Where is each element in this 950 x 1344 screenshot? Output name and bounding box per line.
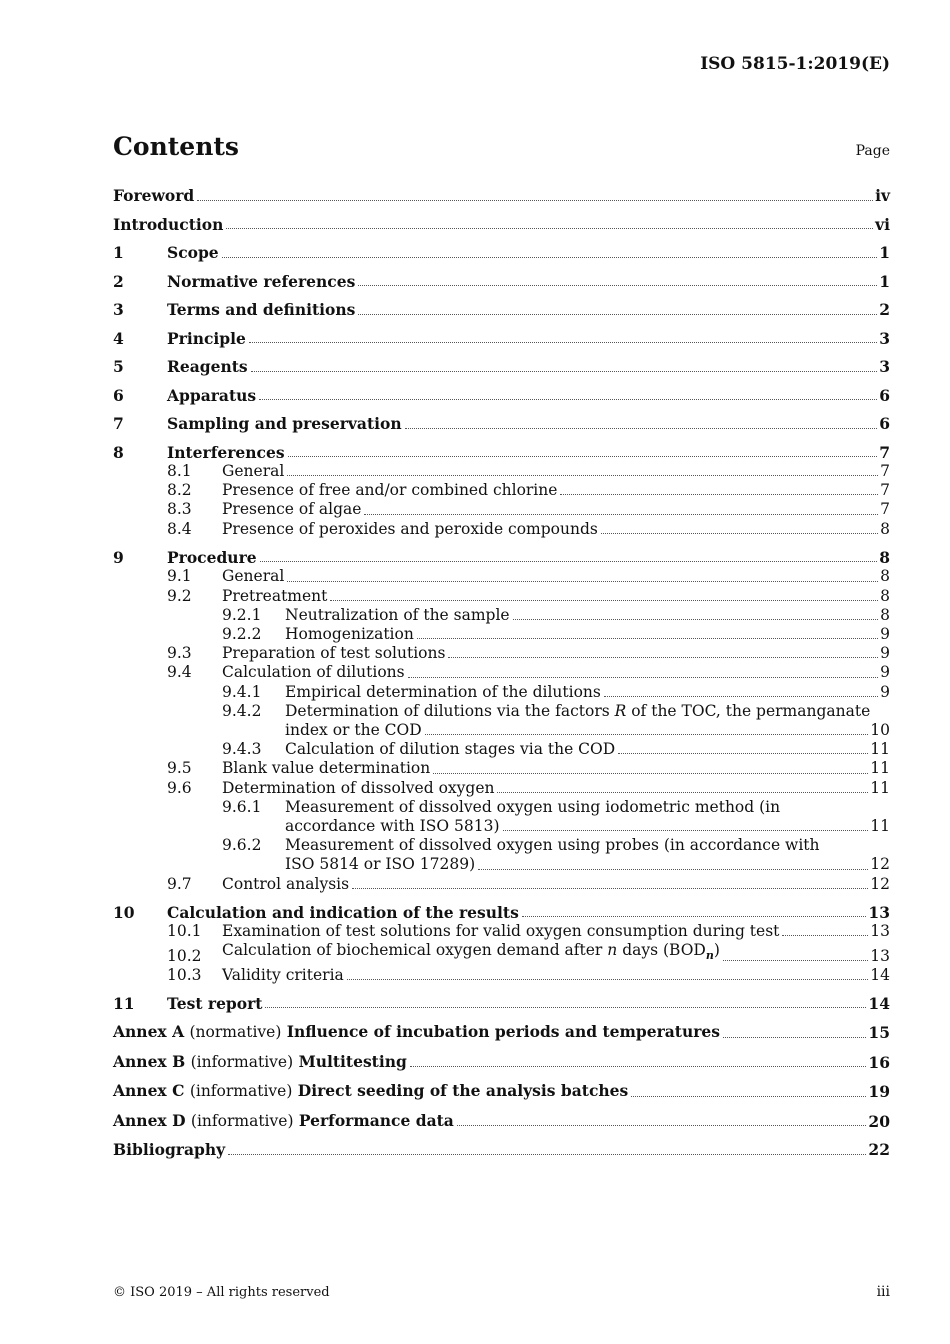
subscript-n: n	[705, 949, 714, 963]
dot-leader	[560, 494, 878, 495]
toc-entry-section-9-1[interactable]	[113, 567, 890, 586]
toc-entry-title: Bibliography	[113, 1140, 226, 1160]
toc-entry-title: Pretreatment	[222, 586, 328, 605]
toc-entry-annex-d[interactable]	[113, 1111, 890, 1132]
toc-entry-section-9-6[interactable]	[113, 779, 890, 798]
dot-leader	[410, 1066, 867, 1067]
italic-n: n	[607, 941, 618, 960]
toc-entry-annex-a[interactable]	[113, 1022, 890, 1043]
toc-entry-section-9-7[interactable]	[113, 875, 890, 894]
toc-entry-section-7[interactable]	[113, 414, 890, 434]
toc-entry-number: 9.6.2	[222, 836, 262, 855]
dot-leader	[197, 200, 873, 201]
toc-entry-title-wrap	[285, 702, 890, 740]
toc-entry-section-9-4-2[interactable]	[113, 702, 890, 740]
toc-entry-number: 9.7	[167, 874, 192, 893]
title-part: days (BOD	[617, 941, 706, 960]
dot-leader	[222, 257, 878, 258]
toc-entry-page: 7	[880, 481, 890, 500]
table-of-contents	[113, 186, 890, 1160]
toc-entry-number: 9	[113, 547, 124, 567]
toc-entry-section-10[interactable]	[113, 903, 890, 923]
dot-leader	[618, 753, 868, 754]
toc-entry-title: Principle	[167, 328, 246, 348]
toc-entry-page: 6	[879, 414, 890, 433]
toc-entry-number: 9.2.2	[222, 624, 262, 643]
toc-entry-title: Validity criteria	[222, 965, 344, 984]
toc-entry-number: 4	[113, 328, 124, 348]
toc-entry-section-10-2[interactable]	[113, 941, 890, 965]
toc-entry-title: General	[222, 462, 285, 480]
toc-entry-title-wrap	[285, 836, 890, 874]
title-part: Determination of dilutions via the factors	[285, 701, 615, 720]
toc-entry-title-line2	[285, 817, 890, 836]
toc-entry-page: 7	[880, 500, 890, 519]
toc-entry-page: 20	[868, 1111, 890, 1131]
italic-factor-r: R	[614, 701, 627, 720]
toc-entry-foreword[interactable]	[113, 186, 890, 206]
toc-entry-section-9-6-2[interactable]	[113, 836, 890, 874]
toc-entry-section-8-3[interactable]	[113, 500, 890, 519]
toc-entry-title	[113, 1022, 720, 1043]
toc-entry-number: 9.3	[167, 644, 192, 663]
toc-entry-number: 8.4	[167, 519, 192, 538]
dot-leader	[503, 830, 869, 831]
toc-entry-number: 6	[113, 385, 124, 405]
title-part: )	[713, 941, 720, 960]
toc-entry-page: 9	[880, 644, 890, 663]
toc-entry-section-9-4-3[interactable]	[113, 740, 890, 759]
dot-leader	[601, 533, 878, 534]
annex-title: Multitesting	[298, 1051, 407, 1071]
annex-label: Annex C	[113, 1081, 185, 1101]
dot-leader	[347, 979, 868, 980]
toc-entry-section-3[interactable]	[113, 300, 890, 320]
toc-entry-title-line1	[285, 702, 890, 721]
toc-entry-page: iv	[875, 186, 890, 205]
title-part: Calculation of biochemical oxygen demand after	[222, 941, 608, 960]
toc-entry-page: 11	[870, 816, 890, 835]
copyright-notice: © ISO 2019 – All rights reserved	[113, 1285, 330, 1300]
toc-entry-page: 19	[868, 1082, 890, 1102]
dot-leader	[408, 677, 879, 678]
toc-entry-number: 9.4.2	[222, 701, 262, 720]
annex-label: Annex A	[113, 1022, 185, 1042]
toc-entry-title: Normative references	[167, 271, 356, 291]
toc-entry-title: Interferences	[167, 442, 285, 462]
toc-entry-title-continued: ISO 5814 or ISO 17289)	[285, 855, 476, 874]
toc-entry-title: Introduction	[113, 214, 224, 234]
toc-entry-section-9-2-1[interactable]	[113, 606, 890, 625]
toc-entry-page: 3	[879, 328, 890, 348]
toc-entry-annex-b[interactable]	[113, 1052, 890, 1073]
toc-entry-page: 8	[880, 586, 890, 605]
annex-title: Performance data	[298, 1110, 454, 1130]
toc-entry-section-9-4[interactable]	[113, 663, 890, 682]
toc-entry-title: Blank value determination	[222, 759, 431, 778]
toc-entry-page: 13	[870, 922, 890, 941]
toc-entry-number: 8.1	[167, 462, 192, 480]
toc-entry-page: 1	[879, 271, 890, 291]
toc-entry-page: 8	[879, 547, 890, 567]
dot-leader	[288, 456, 878, 457]
dot-leader	[352, 888, 868, 889]
toc-entry-title: Presence of free and/or combined chlorine	[222, 481, 558, 500]
toc-entry-title-line2	[285, 855, 890, 874]
toc-entry-section-11[interactable]	[113, 994, 890, 1014]
toc-entry-page: 14	[870, 965, 890, 984]
dot-leader	[513, 619, 879, 620]
toc-entry-number: 10.2	[167, 946, 202, 965]
toc-entry-number: 9.1	[167, 567, 192, 586]
toc-entry-title	[113, 1081, 628, 1102]
toc-entry-page: 2	[879, 300, 890, 319]
toc-entry-section-9-2[interactable]	[113, 587, 890, 606]
dot-leader	[522, 916, 867, 917]
toc-entry-page: 11	[870, 778, 890, 797]
toc-entry-page: 16	[868, 1052, 890, 1072]
toc-entry-section-9-3[interactable]	[113, 644, 890, 663]
toc-entry-title-line1: Measurement of dissolved oxygen using iodometric method (in	[285, 797, 781, 816]
toc-entry-section-4[interactable]	[113, 329, 890, 349]
toc-entry-title: General	[222, 567, 285, 586]
toc-entry-page: 1	[879, 243, 890, 262]
dot-leader	[723, 960, 868, 961]
dot-leader	[226, 228, 873, 229]
toc-entry-number: 9.4	[167, 663, 192, 682]
dot-leader	[358, 285, 877, 286]
toc-entry-section-8-1[interactable]	[113, 462, 890, 481]
toc-entry-title: Examination of test solutions for valid oxygen consumption during test	[222, 922, 780, 941]
toc-entry-number: 10	[113, 902, 135, 922]
toc-entry-page: 12	[870, 874, 890, 893]
annex-title: Influence of incubation periods and temperatures	[286, 1022, 720, 1042]
toc-entry-section-10-1[interactable]	[113, 922, 890, 941]
toc-entry-section-8[interactable]	[113, 443, 890, 463]
dot-leader	[287, 581, 878, 582]
dot-leader	[287, 475, 878, 476]
toc-entry-title-continued: accordance with ISO 5813)	[285, 816, 500, 835]
toc-entry-title: Apparatus	[167, 385, 257, 405]
dot-leader	[478, 869, 868, 870]
dot-leader	[425, 734, 869, 735]
toc-entry-title: Foreword	[113, 186, 195, 205]
toc-entry-number: 2	[113, 271, 124, 291]
dot-leader	[433, 773, 868, 774]
toc-entry-title: Preparation of test solutions	[222, 644, 446, 663]
dot-leader	[723, 1037, 866, 1038]
toc-entry-section-6[interactable]	[113, 386, 890, 406]
dot-leader	[782, 935, 868, 936]
toc-entry-title	[113, 1111, 454, 1132]
toc-entry-number: 9.6	[167, 778, 192, 797]
annex-kind: (informative)	[190, 1052, 294, 1071]
toc-entry-title: Calculation of dilution stages via the COD	[285, 740, 616, 759]
dot-leader	[260, 561, 878, 562]
toc-entry-page: 6	[879, 385, 890, 405]
annex-title: Direct seeding of the analysis batches	[297, 1081, 629, 1101]
toc-entry-number: 9.2	[167, 586, 192, 605]
annex-label: Annex D	[113, 1110, 186, 1130]
toc-entry-title: Calculation and indication of the results	[167, 902, 519, 922]
toc-entry-title: Presence of algae	[222, 500, 362, 519]
toc-entry-page: 13	[870, 946, 890, 965]
dot-leader	[631, 1096, 866, 1097]
toc-entry-section-9-4-1[interactable]	[113, 683, 890, 702]
dot-leader	[604, 696, 878, 697]
toc-entry-number: 1	[113, 243, 124, 262]
toc-entry-title	[113, 1052, 407, 1073]
toc-entry-title: Sampling and preservation	[167, 414, 402, 433]
toc-entry-page: vi	[875, 214, 890, 234]
dot-leader	[448, 657, 878, 658]
dot-leader	[265, 1007, 866, 1008]
toc-entry-title-line1: Measurement of dissolved oxygen using probes (in accordance with	[285, 836, 820, 855]
toc-entry-title-continued: index or the COD	[285, 720, 422, 739]
toc-entry-section-1[interactable]	[113, 243, 890, 263]
toc-entry-page: 7	[880, 462, 890, 480]
dot-leader	[364, 514, 878, 515]
toc-entry-section-9-5[interactable]	[113, 759, 890, 778]
toc-entry-page: 3	[879, 357, 890, 376]
toc-entry-page: 10	[870, 720, 890, 739]
page-column-label: Page	[855, 143, 890, 159]
toc-entry-page: 8	[880, 605, 890, 624]
toc-entry-page: 8	[880, 519, 890, 538]
annex-kind: (normative)	[189, 1023, 282, 1042]
toc-entry-number: 10.3	[167, 965, 202, 984]
toc-entry-title: Control analysis	[222, 874, 350, 893]
toc-entry-title: Empirical determination of the dilutions	[285, 682, 601, 701]
toc-entry-page: 11	[870, 759, 890, 778]
annex-label: Annex B	[113, 1051, 186, 1071]
toc-entry-section-8-4[interactable]	[113, 520, 890, 539]
toc-entry-title: Procedure	[167, 547, 257, 567]
dot-leader	[330, 600, 878, 601]
toc-entry-page: 9	[880, 682, 890, 701]
toc-entry-number: 9.5	[167, 759, 192, 778]
toc-entry-number: 9.2.1	[222, 605, 262, 624]
toc-entry-title: Neutralization of the sample	[285, 605, 510, 624]
toc-entry-number: 5	[113, 357, 124, 376]
toc-entry-page: 8	[880, 567, 890, 586]
toc-entry-title: Scope	[167, 243, 219, 262]
toc-entry-introduction[interactable]	[113, 215, 890, 235]
toc-entry-number: 10.1	[167, 922, 202, 941]
toc-entry-page: 15	[868, 1023, 890, 1043]
toc-entry-title: Reagents	[167, 357, 248, 376]
toc-entry-title: Terms and definitions	[167, 300, 356, 319]
title-part: of the TOC, the permanganate	[626, 701, 871, 720]
toc-entry-title: Presence of peroxides and peroxide compounds	[222, 519, 598, 538]
toc-entry-number: 9.4.3	[222, 740, 262, 759]
toc-entry-title: Test report	[167, 993, 263, 1013]
toc-entry-number: 8	[113, 442, 124, 462]
toc-entry-section-9[interactable]	[113, 548, 890, 568]
dot-leader	[417, 638, 878, 639]
toc-entry-page: 13	[868, 902, 890, 922]
toc-entry-page: 12	[870, 855, 890, 874]
dot-leader	[405, 428, 878, 429]
dot-leader	[259, 399, 877, 400]
toc-entry-number: 3	[113, 300, 124, 319]
toc-entry-title-wrap	[285, 798, 890, 836]
toc-entry-section-2[interactable]	[113, 272, 890, 292]
dot-leader	[228, 1154, 866, 1155]
toc-entry-number: 8.2	[167, 481, 192, 500]
dot-leader	[251, 371, 878, 372]
annex-kind: (informative)	[190, 1111, 294, 1130]
document-id-header: ISO 5815-1:2019(E)	[700, 54, 890, 74]
toc-entry-page: 14	[868, 993, 890, 1013]
annex-kind: (informative)	[189, 1082, 293, 1101]
toc-entry-section-9-6-1[interactable]	[113, 798, 890, 836]
toc-entry-title: Calculation of dilutions	[222, 663, 405, 682]
toc-entry-section-10-3[interactable]	[113, 966, 890, 985]
toc-entry-annex-c[interactable]	[113, 1081, 890, 1102]
contents-title: Contents	[113, 132, 240, 161]
dot-leader	[497, 792, 868, 793]
toc-entry-page: 7	[879, 442, 890, 462]
toc-entry-page: 11	[870, 740, 890, 759]
dot-leader	[249, 342, 877, 343]
toc-entry-section-9-2-2[interactable]	[113, 625, 890, 644]
dot-leader	[457, 1125, 867, 1126]
toc-entry-title	[222, 941, 720, 965]
toc-entry-page: 9	[880, 663, 890, 682]
dot-leader	[358, 314, 877, 315]
toc-entry-section-8-2[interactable]	[113, 481, 890, 500]
toc-entry-number: 9.6.1	[222, 797, 262, 816]
toc-entry-page: 22	[868, 1140, 890, 1160]
toc-entry-page: 9	[880, 624, 890, 643]
toc-entry-number: 8.3	[167, 500, 192, 519]
toc-entry-number: 9.4.1	[222, 682, 262, 701]
toc-entry-bibliography[interactable]	[113, 1140, 890, 1160]
toc-entry-number: 11	[113, 993, 135, 1013]
toc-entry-number: 7	[113, 414, 124, 433]
toc-entry-title: Determination of dissolved oxygen	[222, 778, 495, 797]
toc-entry-title-line2	[285, 721, 890, 740]
toc-entry-title: Homogenization	[285, 624, 414, 643]
toc-entry-section-5[interactable]	[113, 357, 890, 377]
page-number: iii	[876, 1284, 890, 1300]
